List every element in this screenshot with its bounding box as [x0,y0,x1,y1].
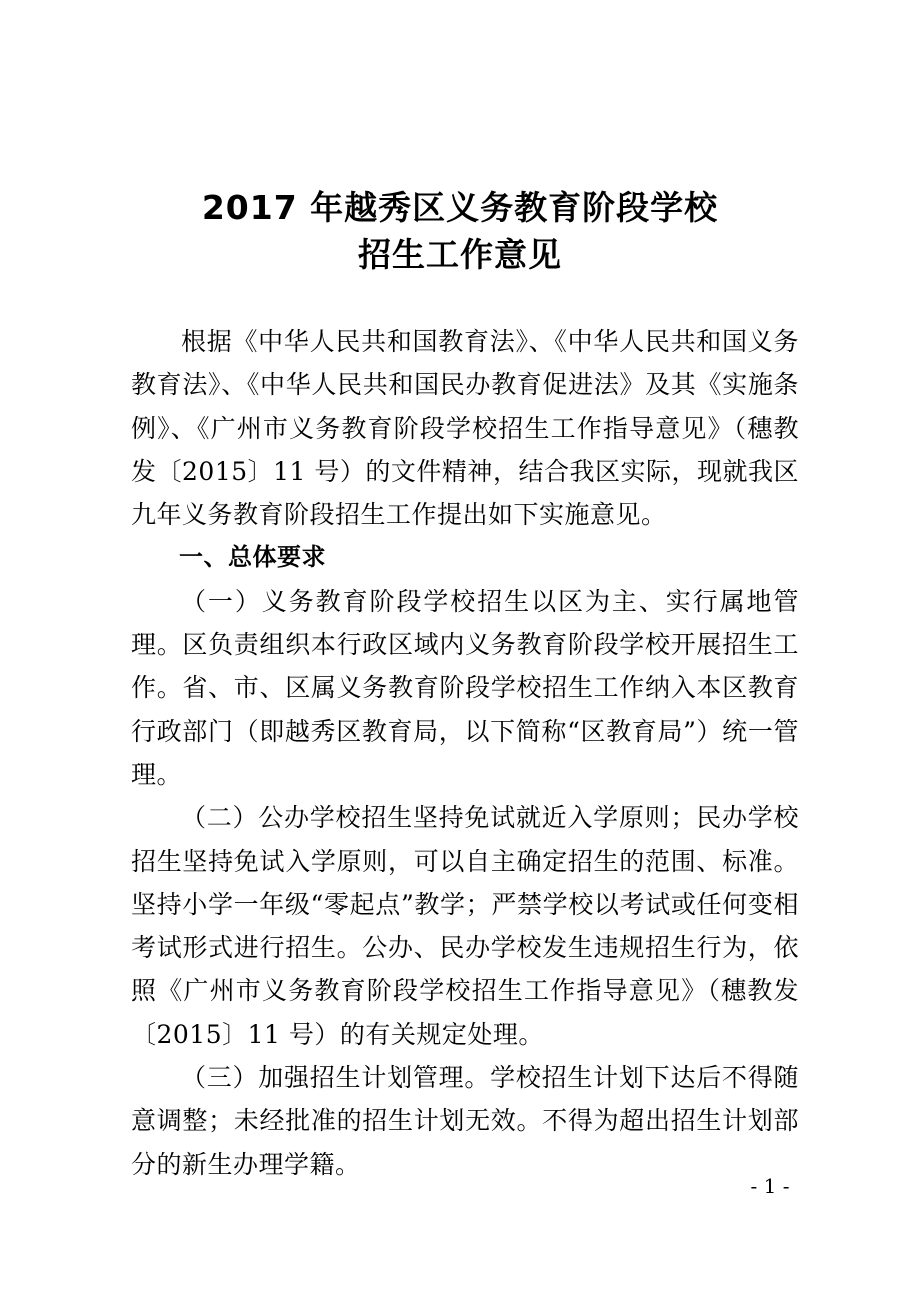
intro-paragraph: 根据《中华人民共和国教育法》、《中华人民共和国义务教育法》、《中华人民共和国民办教育促进法》及其《实施条例》、《广州市义务教育阶段学校招生工作指导意见》（穗教发〔2015〕11 号）的文件精神，结合我区实际，现就我区九年义务教育阶段招生工作提出如下实施意见。 [131,327,799,530]
document-title-line-1: 2017 年越秀区义务教育阶段学校 [201,188,719,227]
paragraph-item-3: （三）加强招生计划管理。学校招生计划下达后不得随意调整；未经批准的招生计划无效。不得为超出招生计划部分的新生办理学籍。 [131,1063,799,1179]
document-body [131,320,799,1186]
section-heading-general-requirements: 一、总体要求 [179,543,326,572]
paragraph-item-2: （二）公办学校招生坚持免试就近入学原则；民办学校招生坚持免试入学原则，可以自主确定招生的范围、标准。坚持小学一年级“零起点”教学；严禁学校以考试或任何变相考试形式进行招生。公办、民办学校发生违规招生行为，依照《广州市义务教育阶段学校招生工作指导意见》（穗教发〔2015〕11 号）的有关规定处理。 [131,803,799,1049]
document-title-line-2: 招生工作意见 [358,235,562,274]
paragraph-item-1: （一）义务教育阶段学校招生以区为主、实行属地管理。区负责组织本行政区域内义务教育阶段学校开展招生工作。省、市、区属义务教育阶段学校招生工作纳入本区教育行政部门（即越秀区教育局，以下简称“区教育局”）统一管理。 [131,586,799,789]
page-number: - 1 - [750,1174,790,1198]
